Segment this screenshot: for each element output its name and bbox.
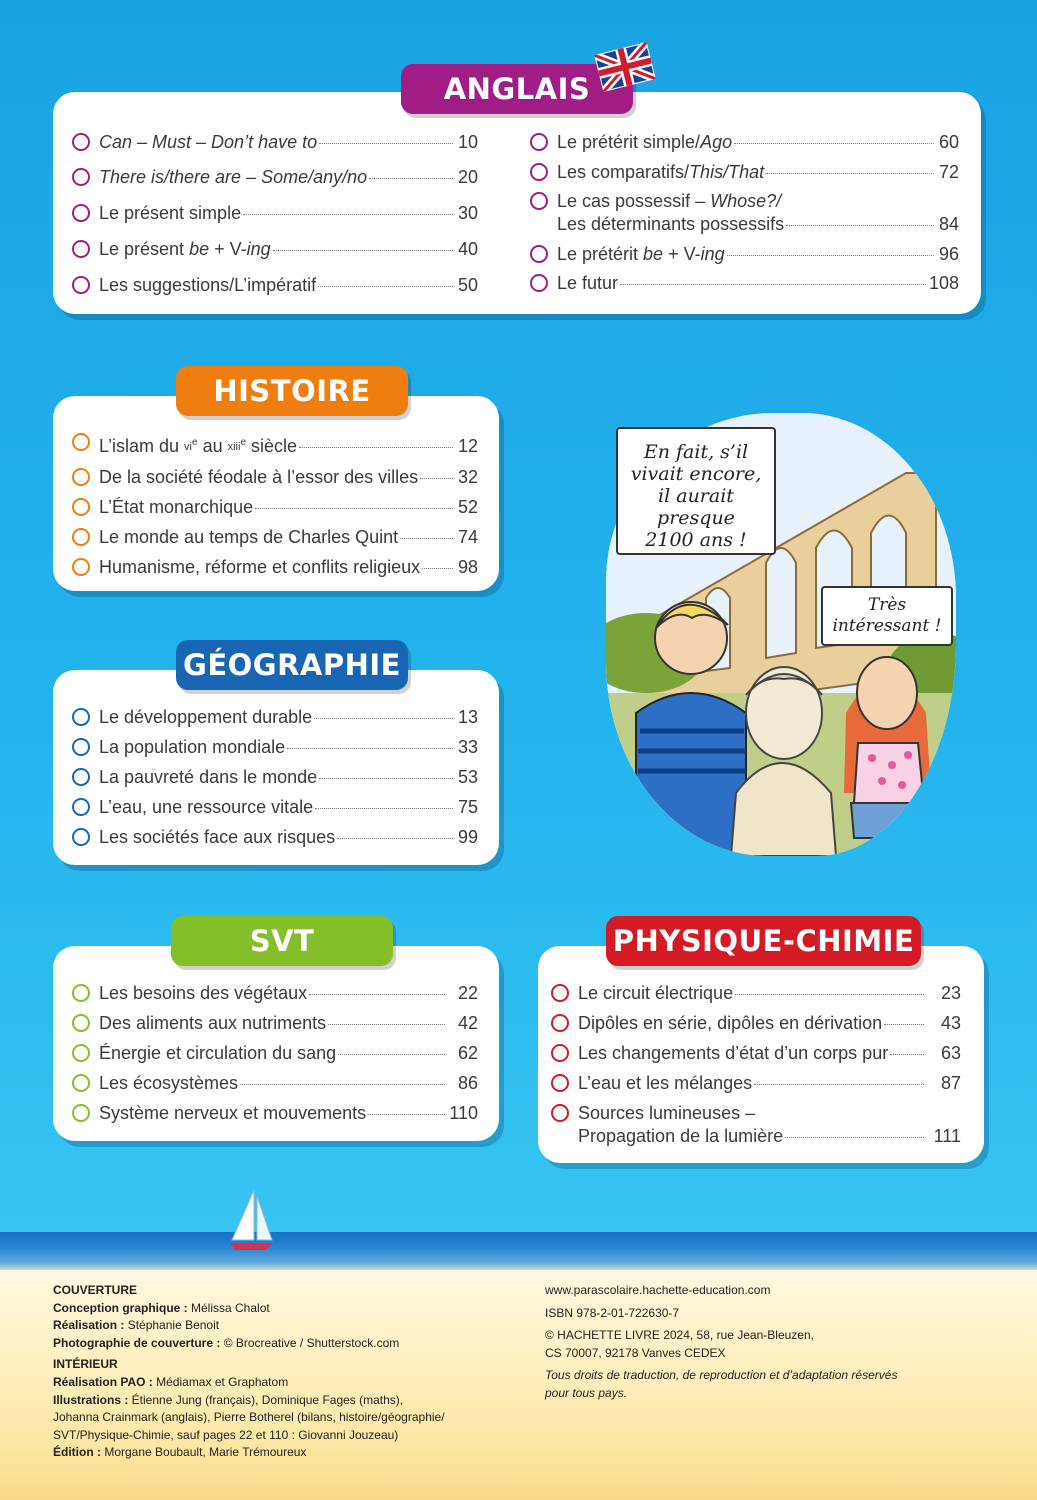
checkbox-circle-icon[interactable] [72,768,90,786]
leader-dots [240,1084,445,1085]
item-label: La pauvreté dans le monde [99,767,318,787]
credit-line: Illustrations : Étienne Jung (français), Dominique Fages (maths), [53,1392,404,1407]
toc-item[interactable] [72,736,478,759]
credit-line: Conception graphique : Mélissa Chalot [53,1300,270,1315]
item-label: Les besoins des végétaux [99,983,308,1003]
checkbox-circle-icon[interactable] [72,1104,90,1122]
checkbox-circle-icon[interactable] [72,498,90,516]
page-number: 12 [457,436,478,456]
leader-dots [735,994,924,995]
item-label: Les changements d’état d’un corps pur [578,1043,889,1063]
rights-line: pour tous pays. [545,1385,628,1400]
checkbox-circle-icon[interactable] [530,274,548,292]
credit-line: Réalisation : Stéphanie Benoit [53,1318,220,1333]
checkbox-circle-icon[interactable] [72,984,90,1002]
toc-item[interactable] [72,166,478,189]
checkbox-circle-icon[interactable] [72,1014,90,1032]
checkbox-circle-icon[interactable] [530,133,548,151]
leader-dots [786,225,934,226]
toc-item[interactable] [551,982,961,1005]
toc-item[interactable] [72,1102,478,1125]
speech-bubble-girl: Très intéressant ! [821,586,953,646]
item-label: Le monde au temps de Charles Quint [99,527,399,547]
leader-dots [243,214,453,215]
isbn: ISBN 978-2-01-722630-7 [545,1305,680,1320]
page-number: 62 [457,1043,478,1063]
item-label: Dipôles en série, dipôles en dérivation [578,1013,883,1033]
leader-dots [319,143,453,144]
credits-right [545,1282,985,1403]
checkbox-circle-icon[interactable] [72,558,90,576]
item-label: Le prétérit simple/Ago [557,132,733,152]
toc-item[interactable] [72,826,478,849]
speech-bubble-boy: En fait, s’il vivait encore, il aurait presque 2100 ans ! [616,427,776,555]
toc-item[interactable] [530,131,959,154]
checkbox-circle-icon[interactable] [72,168,90,186]
anglais-right-column [530,131,959,295]
page-number: 10 [457,132,478,152]
item-label: Les écosystèmes [99,1073,239,1093]
page-number: 23 [940,983,961,1003]
item-label: Énergie et circulation du sang [99,1043,337,1063]
svt-title: SVT [171,916,393,966]
page-number: 20 [457,167,478,187]
leader-dots [890,1054,924,1055]
leader-dots [319,778,453,779]
toc-item[interactable] [72,131,478,154]
page-number: 60 [938,132,959,152]
toc-item[interactable] [72,274,478,297]
item-label: Humanisme, réforme et conflits religieux [99,557,421,577]
anglais-title: ANGLAIS [401,64,633,114]
page-number: 63 [940,1043,961,1063]
checkbox-circle-icon[interactable] [72,468,90,486]
leader-dots [328,1024,445,1025]
checkbox-circle-icon[interactable] [72,133,90,151]
page-number: 30 [457,203,478,223]
item-label: Can – Must – Don’t have to [99,132,318,152]
item-label: L’islam du $vi^e$ au xiii$^e$ siècle [99,436,298,456]
leader-dots [255,508,453,509]
leader-dots [400,538,453,539]
checkbox-circle-icon[interactable] [551,984,569,1002]
item-label: Le cas possessif – Whose?/ [557,191,782,211]
website-link[interactable]: www.parascolaire.hachette-education.com [545,1283,771,1297]
leader-dots [369,178,453,179]
page-number: 96 [938,244,959,264]
page-number: 99 [457,827,478,847]
toc-item[interactable] [72,1012,478,1035]
leader-dots [620,284,926,285]
item-label: L’eau, une ressource vitale [99,797,314,817]
leader-dots [273,250,453,251]
item-label-line2: Les déterminants possessifs [557,214,785,234]
item-label: L’État monarchique [99,497,254,517]
leader-dots [314,718,453,719]
item-label: Des aliments aux nutriments [99,1013,327,1033]
toc-item[interactable] [72,526,478,549]
page-number: 86 [457,1073,478,1093]
checkbox-circle-icon[interactable] [72,1074,90,1092]
page-number: 74 [457,527,478,547]
item-label: Les comparatifs/This/That [557,162,765,182]
toc-item[interactable] [530,190,959,236]
page-number: 13 [457,707,478,727]
page-number: 110 [449,1103,478,1123]
anglais-left-column [72,131,478,297]
toc-item[interactable] [551,1012,961,1035]
checkbox-circle-icon[interactable] [72,204,90,222]
checkbox-circle-icon[interactable] [530,192,548,210]
toc-item[interactable] [551,1072,961,1095]
item-label: Sources lumineuses – [578,1103,756,1123]
credit-line: Édition : Morgane Boubault, Marie Trémoureux [53,1445,307,1460]
page-number: 111 [933,1126,961,1146]
toc-item[interactable] [72,431,478,459]
item-label: Système nerveux et mouvements [99,1103,367,1123]
page-number: 22 [457,983,478,1003]
leader-dots [318,286,453,287]
checkbox-circle-icon[interactable] [551,1014,569,1032]
credits-heading: INTÉRIEUR [53,1357,118,1372]
leader-dots [337,838,453,839]
leader-dots [338,1054,445,1055]
toc-item[interactable] [530,161,959,184]
item-label: Le futur [557,273,619,293]
rights-line: Tous droits de traduction, de reproduction et d’adaptation réservés [545,1368,898,1383]
physique-title: PHYSIQUE-CHIMIE [606,916,921,966]
toc-item[interactable] [551,1102,961,1148]
checkbox-circle-icon[interactable] [72,708,90,726]
page-number: 32 [457,467,478,487]
geographie-list [72,706,478,849]
toc-item[interactable] [72,706,478,729]
checkbox-circle-icon[interactable] [551,1104,569,1122]
item-label-line2: Propagation de la lumière [578,1126,784,1146]
svt-list [72,982,478,1125]
toc-item[interactable] [72,796,478,819]
page-number: 87 [940,1073,961,1093]
page-number: 84 [938,214,959,234]
page-number: 98 [457,557,478,577]
leader-dots [299,447,453,448]
checkbox-circle-icon[interactable] [72,798,90,816]
physique-list [551,982,961,1148]
leader-dots [420,478,453,479]
item-label: Le développement durable [99,707,313,727]
checkbox-circle-icon[interactable] [72,1044,90,1062]
page-number: 50 [457,275,478,295]
leader-dots [368,1114,445,1115]
item-label: La population mondiale [99,737,286,757]
leader-dots [734,143,934,144]
page-number: 72 [938,162,959,182]
toc-item[interactable] [72,466,478,489]
checkbox-circle-icon[interactable] [72,738,90,756]
credit-line: Réalisation PAO : Médiamax et Graphatom [53,1374,289,1389]
toc-item[interactable] [72,1072,478,1095]
item-label: Les suggestions/L’impératif [99,275,317,295]
geographie-title: GÉOGRAPHIE [176,640,408,690]
page-number: 42 [457,1013,478,1033]
histoire-title: HISTOIRE [176,366,408,416]
page-number: 75 [457,797,478,817]
toc-item[interactable] [72,202,478,225]
item-label: De la société féodale à l’essor des villes [99,467,419,487]
page-number: 33 [457,737,478,757]
toc-item[interactable] [72,556,478,579]
checkbox-circle-icon[interactable] [530,163,548,181]
toc-item[interactable] [551,1042,961,1065]
item-label: Les sociétés face aux risques [99,827,336,847]
credit-line: Johanna Crainmark (anglais), Pierre Botherel (bilans, histoire/géographie/ [53,1410,445,1425]
sailboat-icon [226,1188,276,1254]
checkbox-circle-icon[interactable] [551,1044,569,1062]
toc-item[interactable] [72,982,478,1005]
checkbox-circle-icon[interactable] [72,433,90,451]
page-number: 52 [457,497,478,517]
page-number: 108 [928,273,959,293]
item-label: There is/there are – Some/any/no [99,167,368,187]
toc-item[interactable] [72,238,478,261]
page-number: 53 [457,767,478,787]
checkbox-circle-icon[interactable] [530,245,548,263]
page-number: 40 [457,239,478,259]
checkbox-circle-icon[interactable] [72,276,90,294]
checkbox-circle-icon[interactable] [551,1074,569,1092]
credit-line: Photographie de couverture : © Brocreative / Shutterstock.com [53,1335,400,1350]
page-number: 43 [940,1013,961,1033]
toc-item[interactable] [72,1042,478,1065]
copyright-line: CS 70007, 92178 Vanves CEDEX [545,1345,726,1360]
item-label: Le prétérit be + V-ing [557,244,725,264]
credit-line: SVT/Physique-Chimie, sauf pages 22 et 110 : Giovanni Jouzeau) [53,1427,399,1442]
item-label: L’eau et les mélanges [578,1073,753,1093]
toc-item[interactable] [530,243,959,266]
credits-heading: COUVERTURE [53,1283,138,1297]
leader-dots [766,173,934,174]
leader-dots [315,808,453,809]
leader-dots [287,748,453,749]
copyright-line: © HACHETTE LIVRE 2024, 58, rue Jean-Bleuzen, [545,1328,814,1343]
toc-item[interactable] [72,766,478,789]
leader-dots [309,994,445,995]
item-label: Le présent simple [99,203,242,223]
leader-dots [727,255,934,256]
sea-band [0,1232,1037,1272]
leader-dots [785,1137,924,1138]
toc-item[interactable] [530,272,959,295]
uk-flag-icon [594,42,656,92]
histoire-list [72,431,478,579]
checkbox-circle-icon[interactable] [72,240,90,258]
leader-dots [754,1084,924,1085]
checkbox-circle-icon[interactable] [72,528,90,546]
checkbox-circle-icon[interactable] [72,828,90,846]
leader-dots [422,568,453,569]
leader-dots [884,1024,924,1025]
item-label: Le présent be + V-ing [99,239,271,259]
toc-item[interactable] [72,496,478,519]
credits-left [53,1282,523,1462]
item-label: Le circuit électrique [578,983,734,1003]
